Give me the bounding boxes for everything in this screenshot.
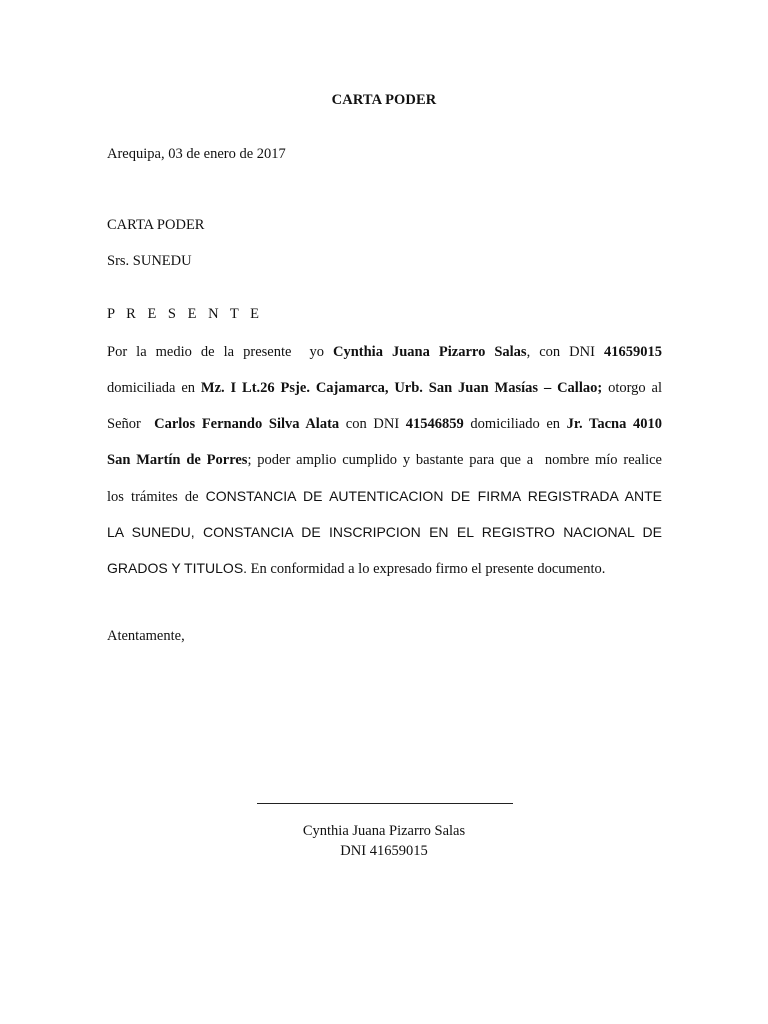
signature-dni: DNI 41659015	[340, 843, 428, 859]
body-text-bold: San Martín de Porres	[107, 452, 248, 468]
body-line	[107, 341, 662, 377]
body-text-bold: 41659015	[603, 344, 662, 360]
body-text: domiciliado en	[463, 416, 567, 432]
body-line	[107, 557, 662, 593]
body-text: CONSTANCIA DE AUTENTICACION DE FIRMA REGISTRADA ANTE	[205, 488, 662, 504]
body-line	[107, 449, 662, 485]
body-text: GRADOS Y TITULOS.	[107, 560, 248, 576]
signature-name: Cynthia Juana Pizarro Salas	[302, 823, 466, 839]
closing-text: Atentamente,	[107, 628, 185, 644]
body-text: los trámites de	[107, 489, 206, 505]
body-line	[107, 413, 662, 449]
body-paragraph	[107, 341, 662, 593]
body-text: Señor	[107, 416, 155, 432]
heading-presente: P R E S E N T E	[107, 306, 264, 322]
heading-recipient: Srs. SUNEDU	[107, 253, 192, 269]
signature-line	[257, 803, 513, 804]
body-line	[107, 485, 662, 521]
body-line	[107, 521, 662, 557]
body-text: otorgo al	[602, 380, 663, 396]
heading-carta-poder: CARTA PODER	[107, 217, 205, 233]
body-text-bold: Cynthia Juana Pizarro Salas	[333, 344, 527, 360]
body-text: , con DNI	[526, 344, 604, 360]
body-text-bold: Mz. I Lt.26 Psje. Cajamarca, Urb. San Juan Masías – Callao;	[200, 380, 603, 396]
body-text: En conformidad a lo expresado firmo el presente documento.	[247, 561, 606, 577]
body-line	[107, 377, 662, 413]
body-text: LA SUNEDU, CONSTANCIA DE INSCRIPCION EN EL REGISTRO NACIONAL DE	[107, 524, 662, 540]
body-text: ; poder amplio cumplido y bastante para que a nombre mío realice	[247, 452, 662, 468]
date-line: Arequipa, 03 de enero de 2017	[107, 146, 286, 162]
body-text-bold: 41546859	[405, 416, 464, 432]
body-text: con DNI	[339, 416, 406, 432]
body-text: Por la medio de la presente yo	[107, 344, 333, 360]
body-text-bold: Carlos Fernando Silva Alata	[154, 416, 340, 432]
body-text: domiciliada en	[107, 380, 201, 396]
document-title: CARTA PODER	[331, 92, 437, 108]
body-text-bold: Jr. Tacna 4010	[566, 416, 662, 432]
